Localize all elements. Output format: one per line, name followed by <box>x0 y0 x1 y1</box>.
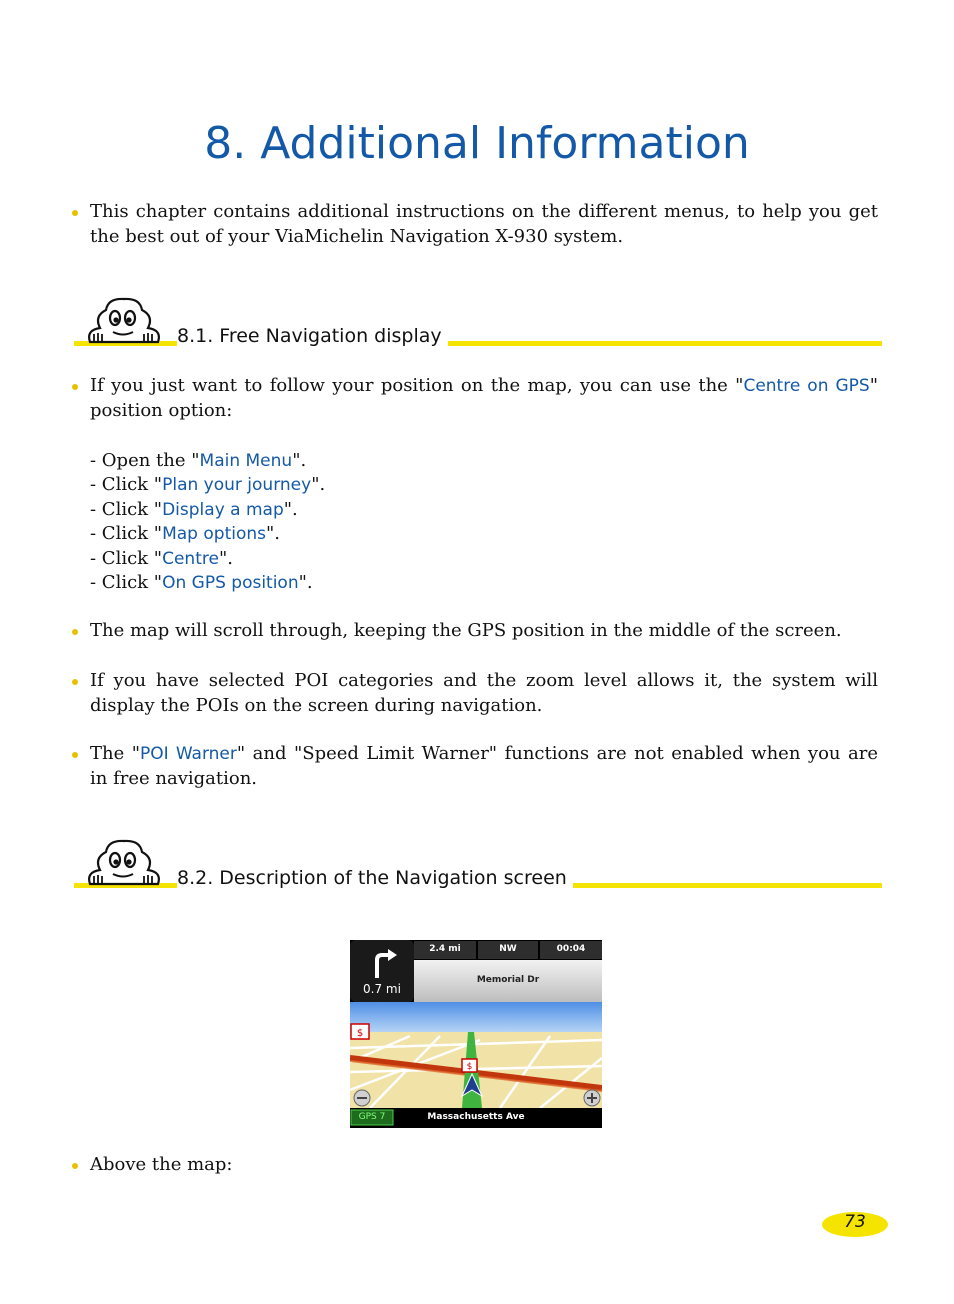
current-street-label: Memorial Dr <box>476 975 540 985</box>
section-title: 8.1. Free Navigation display <box>177 324 448 348</box>
step-item: - Click "Plan your journey". <box>90 474 326 496</box>
heading-label: NW <box>499 944 517 954</box>
step-item: - Click "On GPS position". <box>90 572 313 594</box>
turn-distance-label: 0.7 mi <box>363 982 401 996</box>
step-item: - Click "Display a map". <box>90 498 298 520</box>
section-header-free-navigation <box>74 296 882 346</box>
steps-list <box>90 449 325 595</box>
paragraph-above-map: Above the map: <box>90 1153 878 1178</box>
chapter-title: 8. Additional Information <box>204 118 750 169</box>
michelin-mascot-icon <box>78 838 166 886</box>
bullet-icon <box>72 1163 78 1169</box>
bullet-icon <box>72 679 78 685</box>
time-label: 00:04 <box>556 944 586 954</box>
step-item: - Click "Map options". <box>90 523 281 545</box>
section-header-navigation-screen <box>74 838 882 888</box>
intro-paragraph: This chapter contains additional instructions on the different menus, to help you get the best out of your ViaMichelin Navigation X-930 system. <box>90 200 878 249</box>
page-number: 73 <box>822 1212 888 1237</box>
step-item: - Open the "Main Menu". <box>90 450 307 471</box>
paragraph-poi-warner: The "POI Warner" and "Speed Limit Warner" functions are not enabled when you are in free navigation. <box>90 742 878 791</box>
bullet-icon <box>72 210 78 216</box>
bullet-icon <box>72 629 78 635</box>
paragraph-map-scroll: The map will scroll through, keeping the GPS position in the middle of the screen. <box>90 619 878 644</box>
next-street-label: Massachusetts Ave <box>427 1112 525 1122</box>
bullet-icon <box>72 384 78 390</box>
michelin-mascot-icon <box>78 296 166 344</box>
navigation-screenshot <box>350 940 602 1128</box>
paragraph-centre-on-gps: If you just want to follow your position on the map, you can use the "Centre on GPS" position option: <box>90 374 878 423</box>
step-item: - Click "Centre". <box>90 547 233 569</box>
gps-status-label: GPS 7 <box>358 1112 386 1122</box>
menu-term: Centre on GPS <box>743 376 870 396</box>
bullet-icon <box>72 752 78 758</box>
svg-text:$: $ <box>466 1062 473 1072</box>
svg-text:$: $ <box>356 1028 364 1039</box>
menu-term: POI Warner <box>140 744 237 764</box>
distance-label: 2.4 mi <box>429 944 461 954</box>
paragraph-poi-categories: If you have selected POI categories and the zoom level allows it, the system will display the POIs on the screen during navigation. <box>90 669 878 718</box>
section-title: 8.2. Description of the Navigation screen <box>177 866 573 890</box>
